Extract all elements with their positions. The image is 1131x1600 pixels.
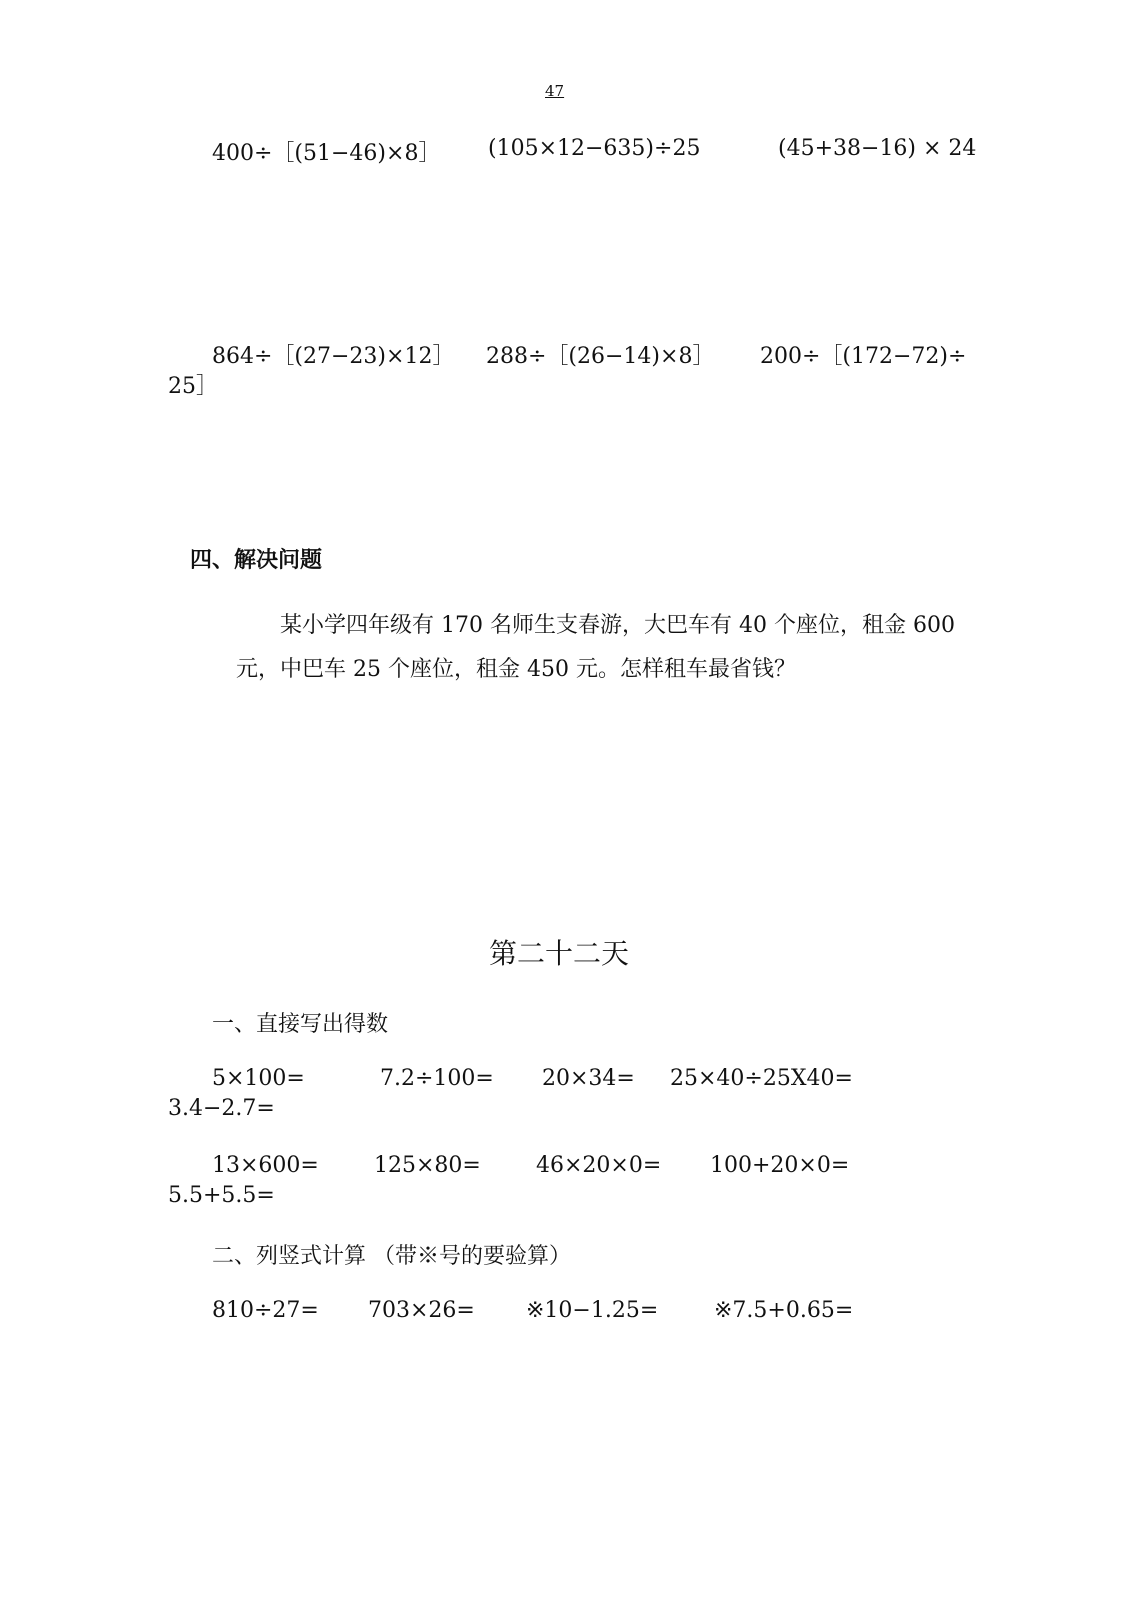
expression: (105×12−635)÷25 — [488, 136, 701, 161]
expression: 288÷［(26−14)×8］ — [486, 344, 715, 369]
expression: 13×600= — [212, 1153, 319, 1178]
expression: 703×26= — [368, 1298, 475, 1323]
expression: 400÷［(51−46)×8］ — [212, 141, 441, 166]
expression: 7.2÷100= — [380, 1066, 494, 1091]
word-problem-line-1: 某小学四年级有 170 名师生支春游，大巴车有 40 个座位，租金 600 — [280, 613, 955, 638]
expression: 20×34= — [542, 1066, 635, 1091]
word-problem-line-2: 元，中巴车 25 个座位，租金 450 元。怎样租车最省钱？ — [236, 657, 796, 682]
day-title: 第二十二天 — [489, 937, 630, 970]
expression: ※7.5+0.65= — [714, 1298, 854, 1323]
expression: 864÷［(27−23)×12］ — [212, 344, 455, 369]
expression: (45+38−16) × 24 — [778, 136, 977, 161]
part1-heading: 一、直接写出得数 — [212, 1012, 389, 1037]
expression-wrap: 25］ — [168, 374, 218, 399]
part2-heading: 二、列竖式计算 （带※号的要验算） — [212, 1244, 571, 1269]
expression-wrap: 5.5+5.5= — [168, 1183, 275, 1208]
expression: ※10−1.25= — [526, 1298, 659, 1323]
page-number: 47 — [545, 82, 565, 100]
expression: 100+20×0= — [710, 1153, 850, 1178]
expression-wrap: 3.4−2.7= — [168, 1096, 275, 1121]
expression: 46×20×0= — [536, 1153, 662, 1178]
expression: 25×40÷25X40= — [670, 1066, 853, 1091]
expression: 200÷［(172−72)÷ — [760, 344, 967, 369]
expression: 125×80= — [374, 1153, 481, 1178]
section-heading: 四、解决问题 — [190, 547, 323, 573]
expression: 5×100= — [212, 1066, 305, 1091]
expression: 810÷27= — [212, 1298, 319, 1323]
